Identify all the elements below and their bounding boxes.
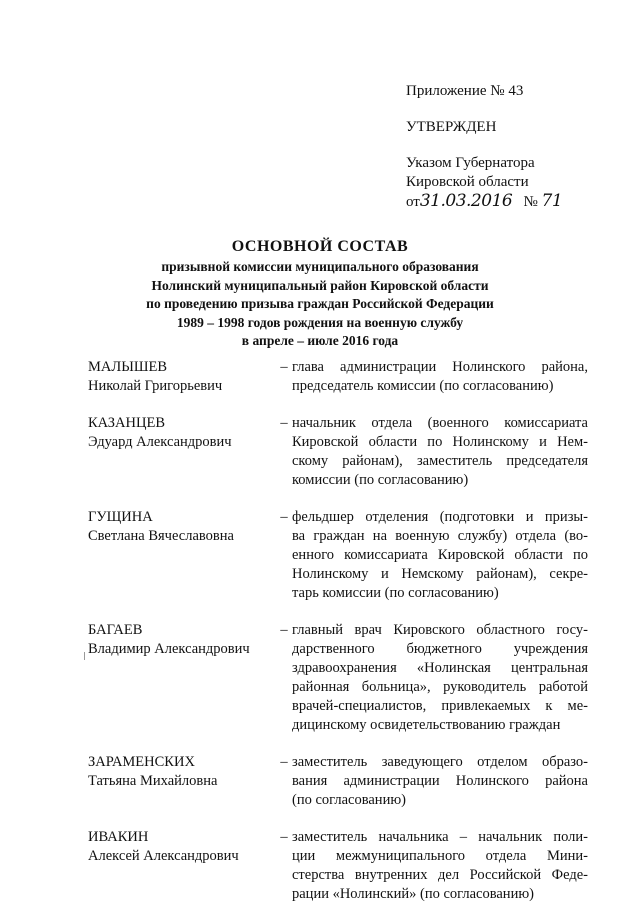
member-entry xyxy=(88,753,588,810)
decree-line-2: Кировской области xyxy=(406,174,529,190)
role-line: стерства внутренних дел Российской Феде- xyxy=(292,867,588,883)
heading-line: в апреле – июле 2016 года xyxy=(241,333,399,348)
role-line: дицинскому освидетельствованию граждан xyxy=(292,717,561,733)
heading-line: 1989 – 1998 годов рождения на военную службу xyxy=(176,314,464,330)
decree-date-line xyxy=(406,192,626,212)
member-entry xyxy=(88,828,588,904)
member-name xyxy=(88,621,276,735)
member-role xyxy=(292,508,588,603)
member-given-name: Светлана Вячеславовна xyxy=(88,528,234,544)
decree-line-1: Указом Губернатора xyxy=(406,155,535,171)
role-line: здравоохранения «Нолинская центральная xyxy=(292,660,588,676)
dash-separator: – xyxy=(280,415,288,431)
dash-separator: – xyxy=(280,622,288,638)
member-role xyxy=(292,621,588,735)
dash-separator: – xyxy=(280,829,288,845)
role-line: ва граждан на военную службу) отдела (во- xyxy=(292,528,588,544)
member-given-name: Николай Григорьевич xyxy=(88,378,223,394)
document-title: ОСНОВНОЙ СОСТАВ xyxy=(231,238,409,255)
members-list xyxy=(88,358,588,904)
heading-line: по проведению призыва граждан Российской Федерации xyxy=(146,296,494,311)
member-entry xyxy=(88,508,588,603)
member-surname: КАЗАНЦЕВ xyxy=(88,415,165,431)
date-prefix: от xyxy=(406,194,420,210)
role-line: главный врач Кировского областного госу- xyxy=(292,622,588,638)
member-entry xyxy=(88,621,588,735)
member-name xyxy=(88,358,276,396)
member-surname: ИВАКИН xyxy=(88,829,149,845)
role-line: вания администрации Нолинского района xyxy=(292,773,588,789)
role-line: врачей-специалистов, привлекаемых к ме- xyxy=(292,698,588,714)
member-role xyxy=(292,753,588,810)
role-line: скому районам), заместитель председателя xyxy=(292,453,588,469)
role-line: фельдшер отделения (подготовки и призы- xyxy=(292,509,588,525)
role-line: ции межмуниципального отдела Мини- xyxy=(292,848,588,864)
dash-separator: – xyxy=(280,359,288,375)
member-entry xyxy=(88,414,588,490)
handwritten-number: 71 xyxy=(541,191,563,211)
approval-block xyxy=(406,82,626,212)
member-name xyxy=(88,753,276,810)
dash-separator: – xyxy=(280,754,288,770)
role-line: заместитель начальника – начальник поли- xyxy=(292,829,588,845)
approved-label: УТВЕРЖДЕН xyxy=(406,119,497,135)
role-line: глава администрации Нолинского района, xyxy=(292,359,588,375)
dash-separator: – xyxy=(280,509,288,525)
role-line: председатель комиссии (по согласованию) xyxy=(292,378,554,394)
member-name xyxy=(88,508,276,603)
appendix-number: Приложение № 43 xyxy=(406,83,524,99)
number-prefix: № xyxy=(523,194,538,210)
role-line: тарь комиссии (по согласованию) xyxy=(292,585,499,601)
member-role xyxy=(292,414,588,490)
document-heading xyxy=(80,236,560,351)
role-line: енного комиссариата Кировской области по xyxy=(292,547,588,563)
role-line: начальник отдела (военного комиссариата xyxy=(292,415,588,431)
member-surname: БАГАЕВ xyxy=(88,622,143,638)
member-given-name: Татьяна Михайловна xyxy=(88,773,218,789)
member-role xyxy=(292,358,588,396)
member-role xyxy=(292,828,588,904)
member-surname: МАЛЫШЕВ xyxy=(88,359,167,375)
role-line: районная больница», руководитель работой xyxy=(292,679,588,695)
member-given-name: Владимир Александрович xyxy=(88,641,250,657)
member-surname: ГУЩИНА xyxy=(88,509,153,525)
role-line: (по согласованию) xyxy=(292,792,406,808)
role-line: заместитель заведующего отделом образо- xyxy=(292,754,588,770)
scan-margin-mark xyxy=(84,652,88,660)
member-given-name: Алексей Александрович xyxy=(88,848,239,864)
member-name xyxy=(88,414,276,490)
role-line: рации «Нолинский» (по согласованию) xyxy=(292,886,534,902)
heading-line: призывной комиссии муниципального образования xyxy=(161,259,479,274)
member-entry xyxy=(88,358,588,396)
role-line: комиссии (по согласованию) xyxy=(292,472,469,488)
handwritten-date: 31.03.2016 xyxy=(419,191,513,211)
member-surname: ЗАРАМЕНСКИХ xyxy=(88,754,195,770)
member-given-name: Эдуард Александрович xyxy=(88,434,232,450)
role-line: Кировской области по Нолинскому и Нем- xyxy=(292,434,588,450)
member-name xyxy=(88,828,276,904)
role-line: Нолинскому и Немскому районам), секре- xyxy=(292,566,588,582)
heading-line: Нолинский муниципальный район Кировской области xyxy=(151,277,489,293)
role-line: дарственного бюджетного учреждения xyxy=(292,641,588,657)
